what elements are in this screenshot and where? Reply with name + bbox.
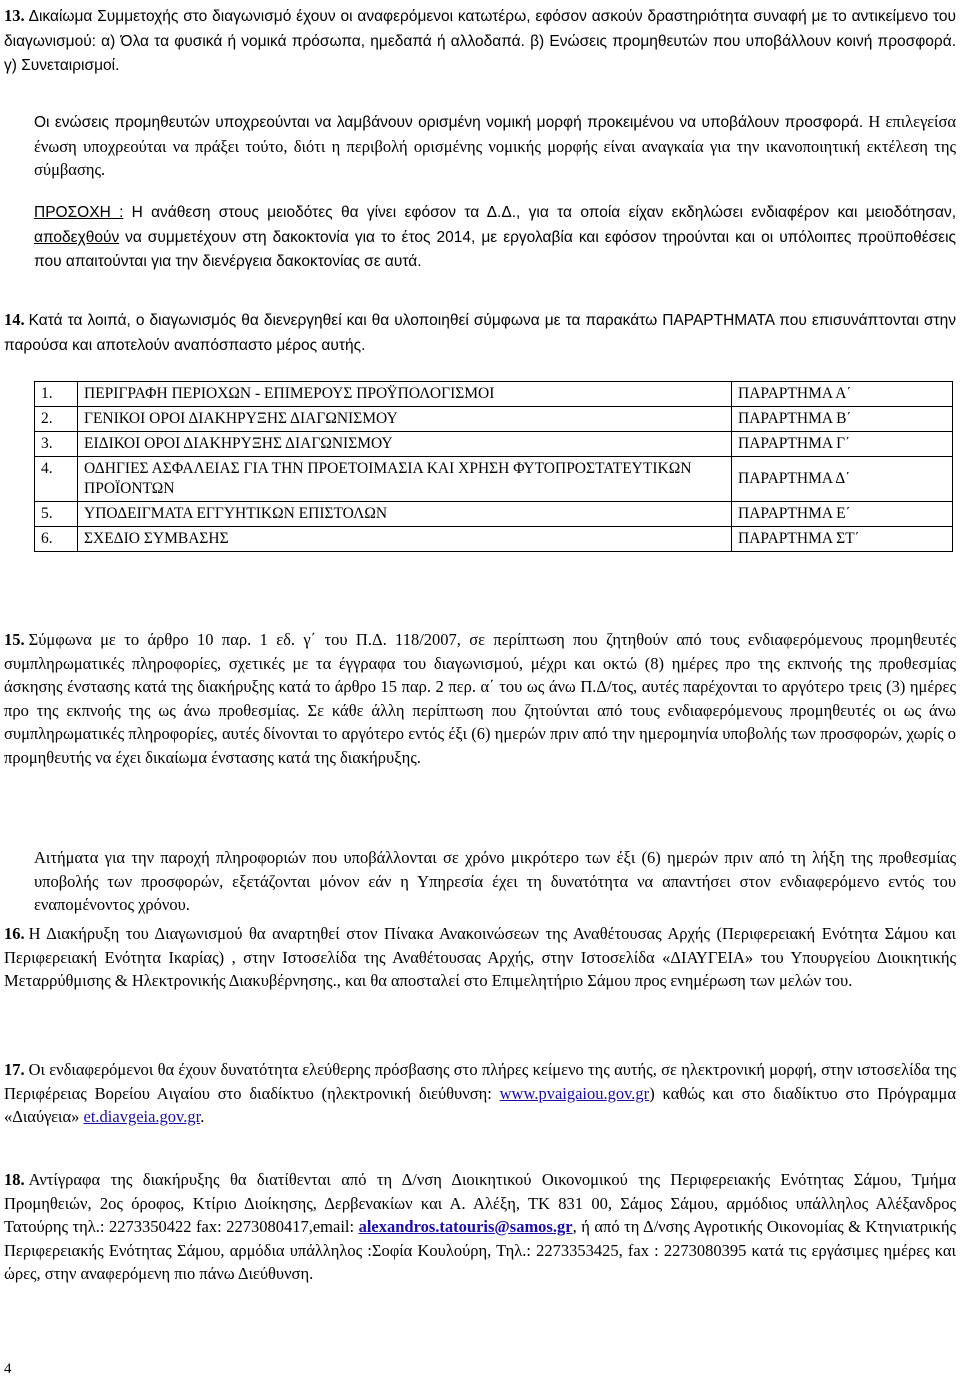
annex-number: 5. — [35, 502, 78, 527]
section-17 — [4, 1058, 956, 1129]
attention-label: ΠΡΟΣΟΧΗ : — [34, 204, 124, 221]
annex-title: ΓΕΝΙΚΟΙ ΟΡΟΙ ΔΙΑΚΗΡΥΞΗΣ ΔΙΑΓΩΝΙΣΜΟΥ — [78, 407, 732, 432]
attention-text-a: Η ανάθεση στους μειοδότες θα γίνει εφόσον τα Δ.Δ., για τα οποία είχαν εκδηλώσει ενδιαφέρον και μειοδότησαν, — [131, 204, 957, 221]
section-number: 15. — [4, 630, 25, 649]
section-14 — [4, 308, 956, 357]
annex-title: ΥΠΟΔΕΙΓΜΑΤΑ ΕΓΓΥΗΤΙΚΩΝ ΕΠΙΣΤΟΛΩΝ — [78, 502, 732, 527]
section-18 — [4, 1168, 956, 1286]
section-number: 16. — [4, 924, 25, 943]
annex-title: ΕΙΔΙΚΟΙ ΟΡΟΙ ΔΙΑΚΗΡΥΞΗΣ ΔΙΑΓΩΝΙΣΜΟΥ — [78, 432, 732, 457]
diavgeia-link[interactable]: et.diavgeia.gov.gr — [83, 1107, 201, 1126]
section-16 — [4, 922, 956, 993]
section-15-paragraph-1: Σύμφωνα με το άρθρο 10 παρ. 1 εδ. γ΄ του Π.Δ. 118/2007, σε περίπτωση που ζητηθούν από τους ενδιαφερόμενους προμηθευτές συμπληρωματικές πληροφορίες, σχετικές με τα έγγραφα του διαγωνισμού, μέχρι και οκτώ (8) ημέρες προ της εκπνοής της προθεσμίας άσκησης ένστασης κατά της διακήρυξης κατά το άρθρο 15 παρ. 2 περ. α΄ του ως άνω Π.Δ/τος, αυτές παρέχονται το αργότερο τρεις (3) ημέρες προ της εκπνοής της ως άνω προθεσμίας. Σε κάθε άλλη περίπτωση που ζητούνται από τους ενδιαφερόμενους προμηθευτές οι ως άνω συμπληρωματικές πληροφορίες, αυτές δίνονται το αργότερο εντός έξι (6) ημερών πριν από την ημερομηνία υποβολής των προσφορών, χωρίς ο προμηθευτής να έχει δικαίωμα ένστασης κατά της διακήρυξης. — [4, 630, 956, 767]
section-17-text-b: ) καθώς και στο διαδίκτυο στο Πρόγραμμα «Διαύγεια» — [4, 1083, 956, 1126]
annex-number: 6. — [35, 527, 78, 552]
annex-number: 1. — [35, 382, 78, 407]
annex-number: 2. — [35, 407, 78, 432]
unions-text-b: Η επιλεγείσα ένωση υποχρεούται να πράξει τούτο, διότι η περιβολή ορισμένης νομικής μορφής είναι αναγκαία για την ικανοποιητική εκτέλεση της σύμβασης. — [34, 112, 957, 179]
section-number: 14. — [4, 310, 25, 329]
section-17-text-c: . — [200, 1107, 205, 1126]
section-13 — [4, 4, 956, 78]
section-18-text-b: , ή από τη Δ/νσης Αγροτικής Οικονομίας & Κτηνιατρικής Περιφερειακής Ενότητας Σάμου, αρμόδια υπάλληλος :Σοφία Κουλούρη, Τηλ.: 2273353425, fax : 2273080395 κατά τις εργάσιμες ημέρες και ώρες, στην αναφερόμενη πιο πάνω Διεύθυνση. — [4, 1217, 956, 1283]
annex-label: ΠΑΡΑΡΤΗΜΑ Δ΄ — [732, 457, 953, 502]
table-row — [35, 432, 953, 457]
annex-table — [34, 381, 953, 552]
annex-number: 3. — [35, 432, 78, 457]
attention-note — [34, 200, 956, 274]
section-14-text: Κατά τα λοιπά, ο διαγωνισμός θα διενεργηθεί και θα υλοποιηθεί σύμφωνα με τα παρακάτω ΠΑΡΑΡΤΗΜΑΤΑ που επισυνάπτονται στην παρούσα και αποτελούν αναπόσπαστο μέρος αυτής. — [4, 312, 956, 354]
table-row — [35, 407, 953, 432]
section-15-paragraph-2-block — [34, 846, 956, 917]
table-row — [35, 382, 953, 407]
table-row — [35, 457, 953, 502]
annex-title: ΠΕΡΙΓΡΑΦΗ ΠΕΡΙΟΧΩΝ - ΕΠΙΜΕΡΟΥΣ ΠΡΟΫΠΟΛΟΓΙΣΜΟΙ — [78, 382, 732, 407]
annex-title: ΣΧΕΔΙΟ ΣΥΜΒΑΣΗΣ — [78, 527, 732, 552]
unions-text-a: Οι ενώσεις προμηθευτών υποχρεούνται να λαμβάνουν ορισμένη νομική μορφή προκειμένου να υποβάλουν προσφορά. — [34, 114, 864, 131]
section-16-text: Η Διακήρυξη του Διαγωνισμού θα αναρτηθεί στον Πίνακα Ανακοινώσεων της Αναθέτουσας Αρχής (Περιφερειακή Ενότητα Σάμου και Περιφερειακή Ενότητα Ικαρίας) , στην Ιστοσελίδα της Αναθέτουσας Αρχής, στην Ιστοσελίδα «ΔΙΑΥΓΕΙΑ» του Υπουργείου Διοικητικής Μεταρρύθμισης & Ηλεκτρονικής Διακυβέρνησης., και θα αποσταλεί στο Επιμελητήριο Σάμου προς ενημέρωση των μελών του. — [4, 924, 956, 990]
page-number: 4 — [4, 1361, 12, 1377]
section-15-paragraph-2: Αιτήματα για την παροχή πληροφοριών που υποβάλλονται σε χρόνο μικρότερο των έξι (6) ημερών πριν από τη λήξη της προθεσμίας υποβολής των προσφορών, εξετάζονται μόνον εάν η Υπηρεσία έχει τη δυνατότητα να απαντήσει στον ενδιαφερόμενο εντός του εναπομένοντος χρόνου. — [34, 848, 956, 914]
attention-text-b: να συμμετέχουν στη δακοκτονία για το έτος 2014, με εργολαβία και εφόσον τηρούνται και οι υπόλοιπες προϋποθέσεις που απαιτούνται για την διενέργεια δακοκτονίας σε αυτά. — [34, 228, 957, 270]
section-number: 18. — [4, 1170, 25, 1189]
annex-label: ΠΑΡΑΡΤΗΜΑ Α΄ — [732, 382, 953, 407]
section-number: 17. — [4, 1060, 25, 1079]
pvaigaiou-link[interactable]: www.pvaigaiou.gov.gr — [499, 1083, 650, 1103]
section-18-text-a: Αντίγραφα της διακήρυξης θα διατίθενται από τη Δ/νση Διοικητικού Οικονομικού της Περιφερειακής Ενότητας Σάμου, Τμήμα Προμηθειών, 2ος όροφος, Κτίριο Διοίκησης, Δερβενακίων και Α. Αλέξη, ΤΚ 831 00, Σάμος Σάμου, αρμόδιος υπάλληλος Αλέξανδρος Τατούρης τηλ.: 2273350422 fax: 2273080417,email: — [4, 1170, 956, 1236]
annex-label: ΠΑΡΑΡΤΗΜΑ Γ΄ — [732, 432, 953, 457]
table-row — [35, 502, 953, 527]
section-13-unions — [34, 110, 956, 182]
annex-title: ΟΔΗΓΙΕΣ ΑΣΦΑΛΕΙΑΣ ΓΙΑ ΤΗΝ ΠΡΟΕΤΟΙΜΑΣΙΑ ΚΑΙ ΧΡΗΣΗ ΦΥΤΟΠΡΟΣΤΑΤΕΥΤΙΚΩΝ ΠΡΟΪΟΝΤΩΝ — [78, 457, 732, 502]
email-link[interactable]: alexandros.tatouris@samos.gr — [358, 1217, 573, 1236]
section-13-paragraph-1: Δικαίωμα Συμμετοχής στο διαγωνισμό έχουν οι αναφερόμενοι κατωτέρω, εφόσον ασκούν δραστηριότητα συναφή με το αντικείμενο του διαγωνισμού: α) Όλα τα φυσικά ή νομικά πρόσωπα, ημεδαπά ή αλλοδαπά. β) Ενώσεις προμηθευτών που υποβάλλουν κοινή προσφορά. γ) Συνεταιρισμοί. — [4, 8, 956, 74]
annex-number: 4. — [35, 457, 78, 502]
section-15 — [4, 628, 956, 769]
section-number: 13. — [4, 6, 25, 25]
section-17-text-a: Οι ενδιαφερόμενοι θα έχουν δυνατότητα ελεύθερης πρόσβασης στο πλήρες κείμενο της αυτής, σε ηλεκτρονική μορφή, στην ιστοσελίδα της Περιφέρειας Βορείου Αιγαίου στο διαδίκτυο (ηλεκτρονική διεύθυνση: — [4, 1060, 956, 1103]
annex-label: ΠΑΡΑΡΤΗΜΑ Ε΄ — [732, 502, 953, 527]
attention-underlined: αποδεχθούν — [34, 228, 120, 246]
table-row — [35, 527, 953, 552]
annex-label: ΠΑΡΑΡΤΗΜΑ Β΄ — [732, 407, 953, 432]
annex-label: ΠΑΡΑΡΤΗΜΑ ΣΤ΄ — [732, 527, 953, 552]
